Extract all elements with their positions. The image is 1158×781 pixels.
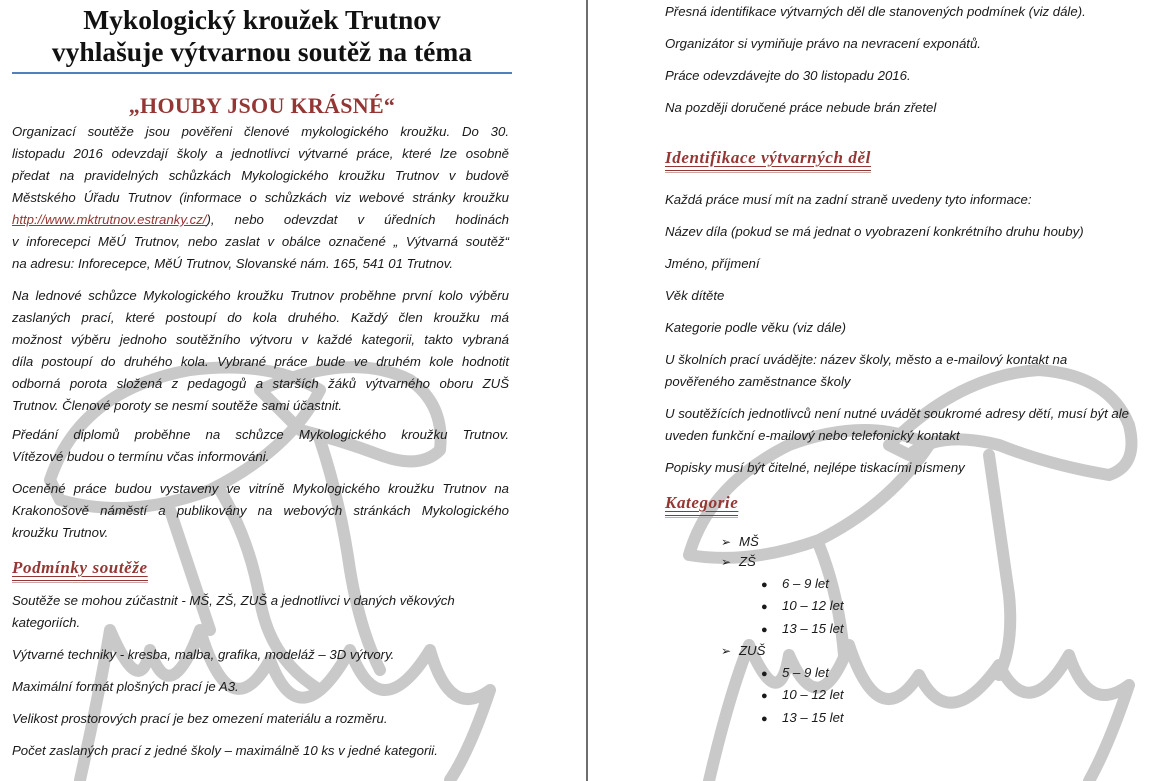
round-line: Trutnov. Členové poroty se nesmí soutěže sami účastnit.	[12, 398, 343, 413]
category-item	[721, 534, 759, 549]
condition-line: Soutěže se mohou zúčastnit - MŠ, ZŠ, ZUŠ a jednotlivci v daných věkových	[12, 593, 455, 608]
intro-line: v inforecepci MěÚ Trutnov, nebo zaslat v obálce označené „ Výtvarná soutěž“	[12, 234, 509, 249]
age-group-label: 5 – 9 let	[782, 665, 829, 680]
diplomas-line: Předání diplomů proběhne na schůzce Mykologického kroužku Trutnov.	[12, 427, 509, 442]
exhibition-line: Oceněné práce budou vystaveny ve vitríně Mykologického kroužku Trutnov na	[12, 481, 509, 496]
category-item	[721, 643, 765, 658]
identification-line: Název díla (pokud se má jednat o vyobrazení konkrétního druhu houby)	[665, 224, 1084, 239]
diplomas-line: Vítězové budou o termínu včas informováni.	[12, 449, 270, 464]
club-website-link[interactable]: http://www.mktrutnov.estranky.cz/	[12, 212, 207, 227]
round-line: díla postoupí do druhého kola. Vybrané práce bude ve druhém kole hodnotit	[12, 354, 509, 369]
intro-line: na adresu: Inforecepce, MěÚ Trutnov, Slovanské nám. 165, 541 01 Trutnov.	[12, 256, 454, 271]
identification-line: U soutěžících jednotlivců není nutné uvádět soukromé adresy dětí, musí být ale	[665, 406, 1130, 421]
age-group-label: 13 – 15 let	[782, 621, 844, 636]
condition-line: Počet zaslaných prací z jedné školy – maximálně 10 ks v jedné kategorii.	[12, 743, 438, 758]
round-bullet-icon: ●	[761, 690, 768, 702]
round-bullet-icon: ●	[761, 579, 768, 591]
arrow-bullet-icon: ➢	[721, 535, 732, 549]
category-label: MŠ	[739, 534, 759, 549]
exhibition-paragraph	[12, 478, 509, 544]
right-page	[589, 0, 1158, 781]
categories-list	[589, 0, 1158, 781]
age-group-item	[761, 621, 844, 636]
intro-line: Organizací soutěže jsou pověřeni členové mykologického kroužku. Do 30.	[12, 124, 509, 139]
identification-line: Kategorie podle věku (viz dále)	[665, 320, 847, 335]
categories-heading: Kategorie	[665, 493, 739, 512]
identification-line: Popisky musí být čitelné, nejlépe tiskacími písmeny	[665, 460, 965, 475]
page-title	[12, 4, 512, 68]
competition-theme-title: „HOUBY JSOU KRÁSNÉ“	[128, 93, 396, 118]
rule-line: Práce odevzdávejte do 30 listopadu 2016.	[665, 68, 911, 83]
selection-round-paragraph	[12, 285, 509, 417]
category-label: ZUŠ	[739, 643, 766, 658]
intro-line-rest: ), nebo odevzdat v úředních hodinách	[206, 212, 509, 227]
round-bullet-icon: ●	[761, 713, 768, 725]
round-line: možnost výběru jednoho soutěžního výtvoru v každé kategorii, takto vybraná	[12, 332, 509, 347]
identification-heading: Identifikace výtvarných děl	[665, 148, 871, 167]
identification-line: uveden funkční e-mailový nebo telefonický kontakt	[665, 428, 960, 443]
page-divider	[586, 0, 588, 781]
arrow-bullet-icon: ➢	[721, 644, 732, 658]
title-line-1: Mykologický kroužek Trutnov	[83, 4, 441, 35]
identification-line: Věk dítěte	[665, 288, 725, 303]
intro-paragraph	[12, 121, 509, 275]
category-item	[721, 554, 756, 569]
age-group-label: 13 – 15 let	[782, 710, 844, 725]
intro-line: Městského Úřadu Trutnov (informace o schůzkách viz webové stránky kroužku	[12, 190, 509, 205]
age-group-item	[761, 598, 844, 613]
title-line-2: vyhlašuje výtvarnou soutěž na téma	[51, 36, 473, 67]
rule-line: Organizátor si vymiňuje právo na nevracení exponátů.	[665, 36, 981, 51]
round-bullet-icon: ●	[761, 601, 768, 613]
round-bullet-icon: ●	[761, 624, 768, 636]
age-group-label: 10 – 12 let	[782, 598, 844, 613]
condition-line: kategoriích.	[12, 615, 81, 630]
exhibition-line: Krakonošově náměstí a publikovány na webových stránkách Mykologického	[12, 503, 509, 518]
intro-line: listopadu 2016 odevzdají školy a jednotlivci výtvarné práce, které lze osobně	[12, 146, 509, 161]
round-line: zaslaných prací, které postoupí do kola druhého. Každý člen kroužku má	[12, 310, 509, 325]
conditions-heading: Podmínky soutěže	[12, 558, 148, 577]
age-group-item	[761, 665, 829, 680]
condition-line: Velikost prostorových prací je bez omezení materiálu a rozměru.	[12, 711, 388, 726]
rule-line: Na později doručené práce nebude brán zřetel	[665, 100, 937, 115]
title-underline	[12, 72, 512, 74]
condition-line: Maximální formát plošných prací je A3.	[12, 679, 239, 694]
round-line: Na lednové schůzce Mykologického kroužku Trutnov proběhne první kolo výběru	[12, 288, 509, 303]
conditions-list	[12, 590, 509, 762]
age-group-label: 10 – 12 let	[782, 687, 844, 702]
age-group-label: 6 – 9 let	[782, 576, 829, 591]
round-line: odborná porota složená z pedagogů a starších žáků výtvarného oboru ZUŠ	[12, 376, 509, 391]
diplomas-paragraph	[12, 424, 509, 468]
arrow-bullet-icon: ➢	[721, 555, 732, 569]
age-group-item	[761, 687, 844, 702]
identification-line: Každá práce musí mít na zadní straně uvedeny tyto informace:	[665, 192, 1032, 207]
age-group-item	[761, 576, 829, 591]
exhibition-line: kroužku Trutnov.	[12, 525, 109, 540]
identification-line: pověřeného zaměstnance školy	[665, 374, 851, 389]
rule-line: Přesná identifikace výtvarných děl dle stanovených podmínek (viz dále).	[665, 4, 1086, 19]
condition-line: Výtvarné techniky - kresba, malba, grafika, modeláž – 3D výtvory.	[12, 647, 395, 662]
round-bullet-icon: ●	[761, 668, 768, 680]
identification-line: U školních prací uvádějte: název školy, město a e-mailový kontakt na	[665, 352, 1068, 367]
intro-line-with-link	[12, 209, 509, 231]
intro-line: předat na pravidelných schůzkách Mykologického kroužku Trutnov v budově	[12, 168, 509, 183]
category-label: ZŠ	[739, 554, 756, 569]
age-group-item	[761, 710, 844, 725]
identification-line: Jméno, příjmení	[665, 256, 760, 271]
